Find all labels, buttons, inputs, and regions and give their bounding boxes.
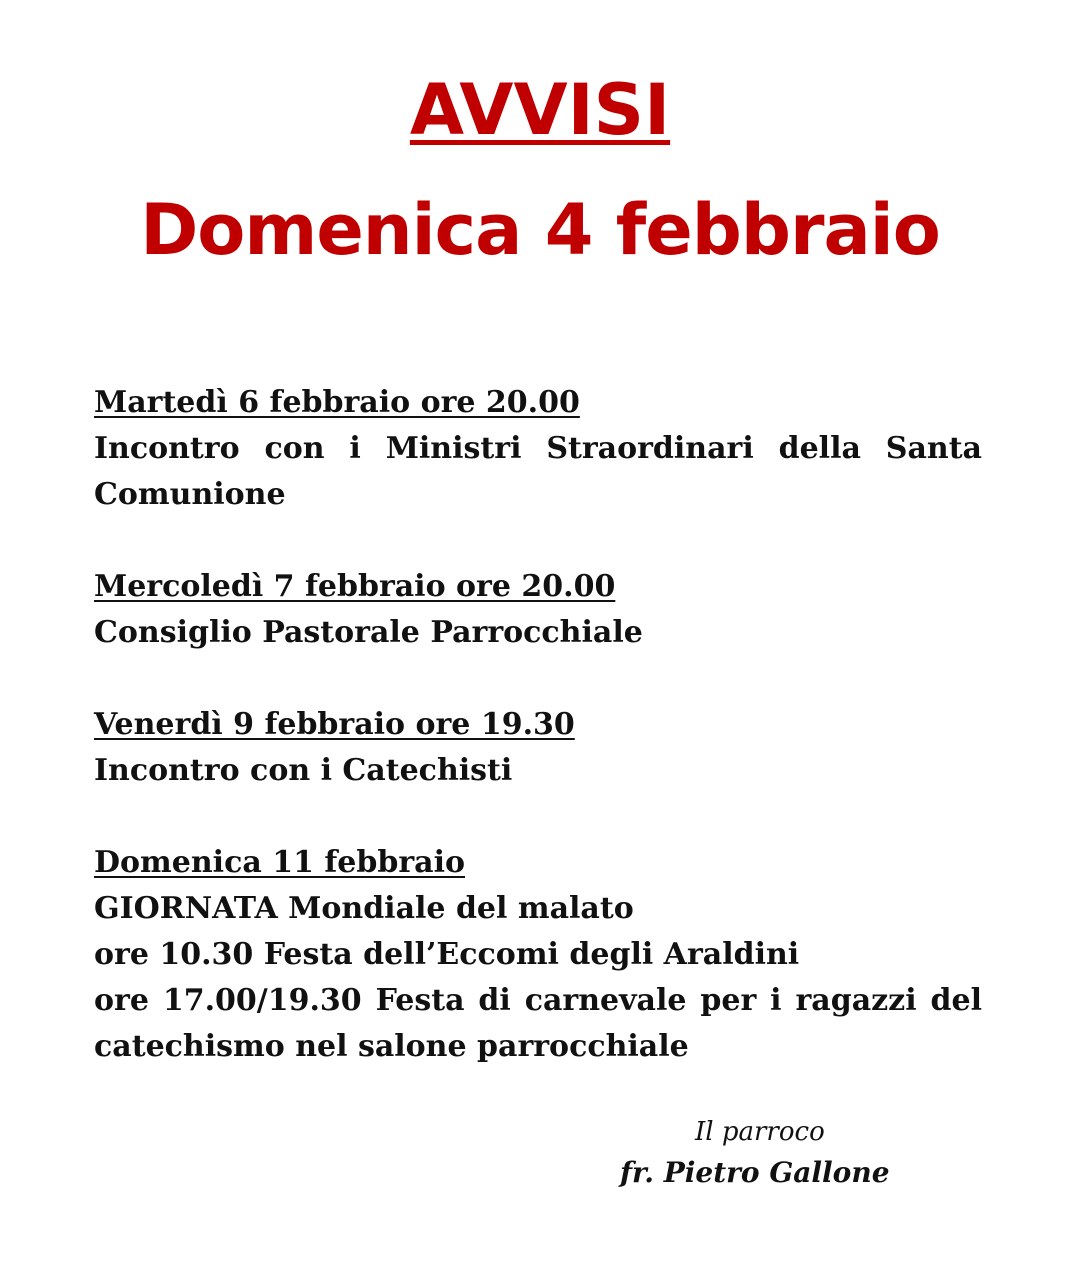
signature-name: fr. Pietro Gallone bbox=[620, 1156, 890, 1189]
notice-item bbox=[94, 380, 982, 518]
page-subtitle: Domenica 4 febbraio bbox=[140, 189, 940, 271]
notice-line: Incontro con i Ministri Straordinari della Santa Comunione bbox=[94, 431, 982, 512]
notice-item bbox=[94, 840, 982, 1070]
notice-item bbox=[94, 564, 982, 656]
notice-line: GIORNATA Mondiale del malato bbox=[94, 891, 634, 926]
notice-line: ore 17.00/19.30 Festa di carnevale per i ragazzi del catechismo nel salone parrocchiale bbox=[94, 983, 982, 1064]
notice-heading: Martedì 6 febbraio ore 20.00 bbox=[94, 385, 580, 420]
signature-role: Il parroco bbox=[695, 1117, 825, 1147]
notice-heading: Mercoledì 7 febbraio ore 20.00 bbox=[94, 569, 616, 604]
page-title: AVVISI bbox=[409, 69, 671, 151]
notice-line: Consiglio Pastorale Parrocchiale bbox=[94, 615, 643, 650]
notice-line: Incontro con i Catechisti bbox=[94, 753, 513, 788]
notice-line: ore 10.30 Festa dell’Eccomi degli Araldini bbox=[94, 937, 800, 972]
notice-heading: Venerdì 9 febbraio ore 19.30 bbox=[94, 707, 575, 742]
notice-heading: Domenica 11 febbraio bbox=[94, 845, 466, 880]
notices-list bbox=[94, 380, 982, 1116]
notice-item bbox=[94, 702, 982, 794]
